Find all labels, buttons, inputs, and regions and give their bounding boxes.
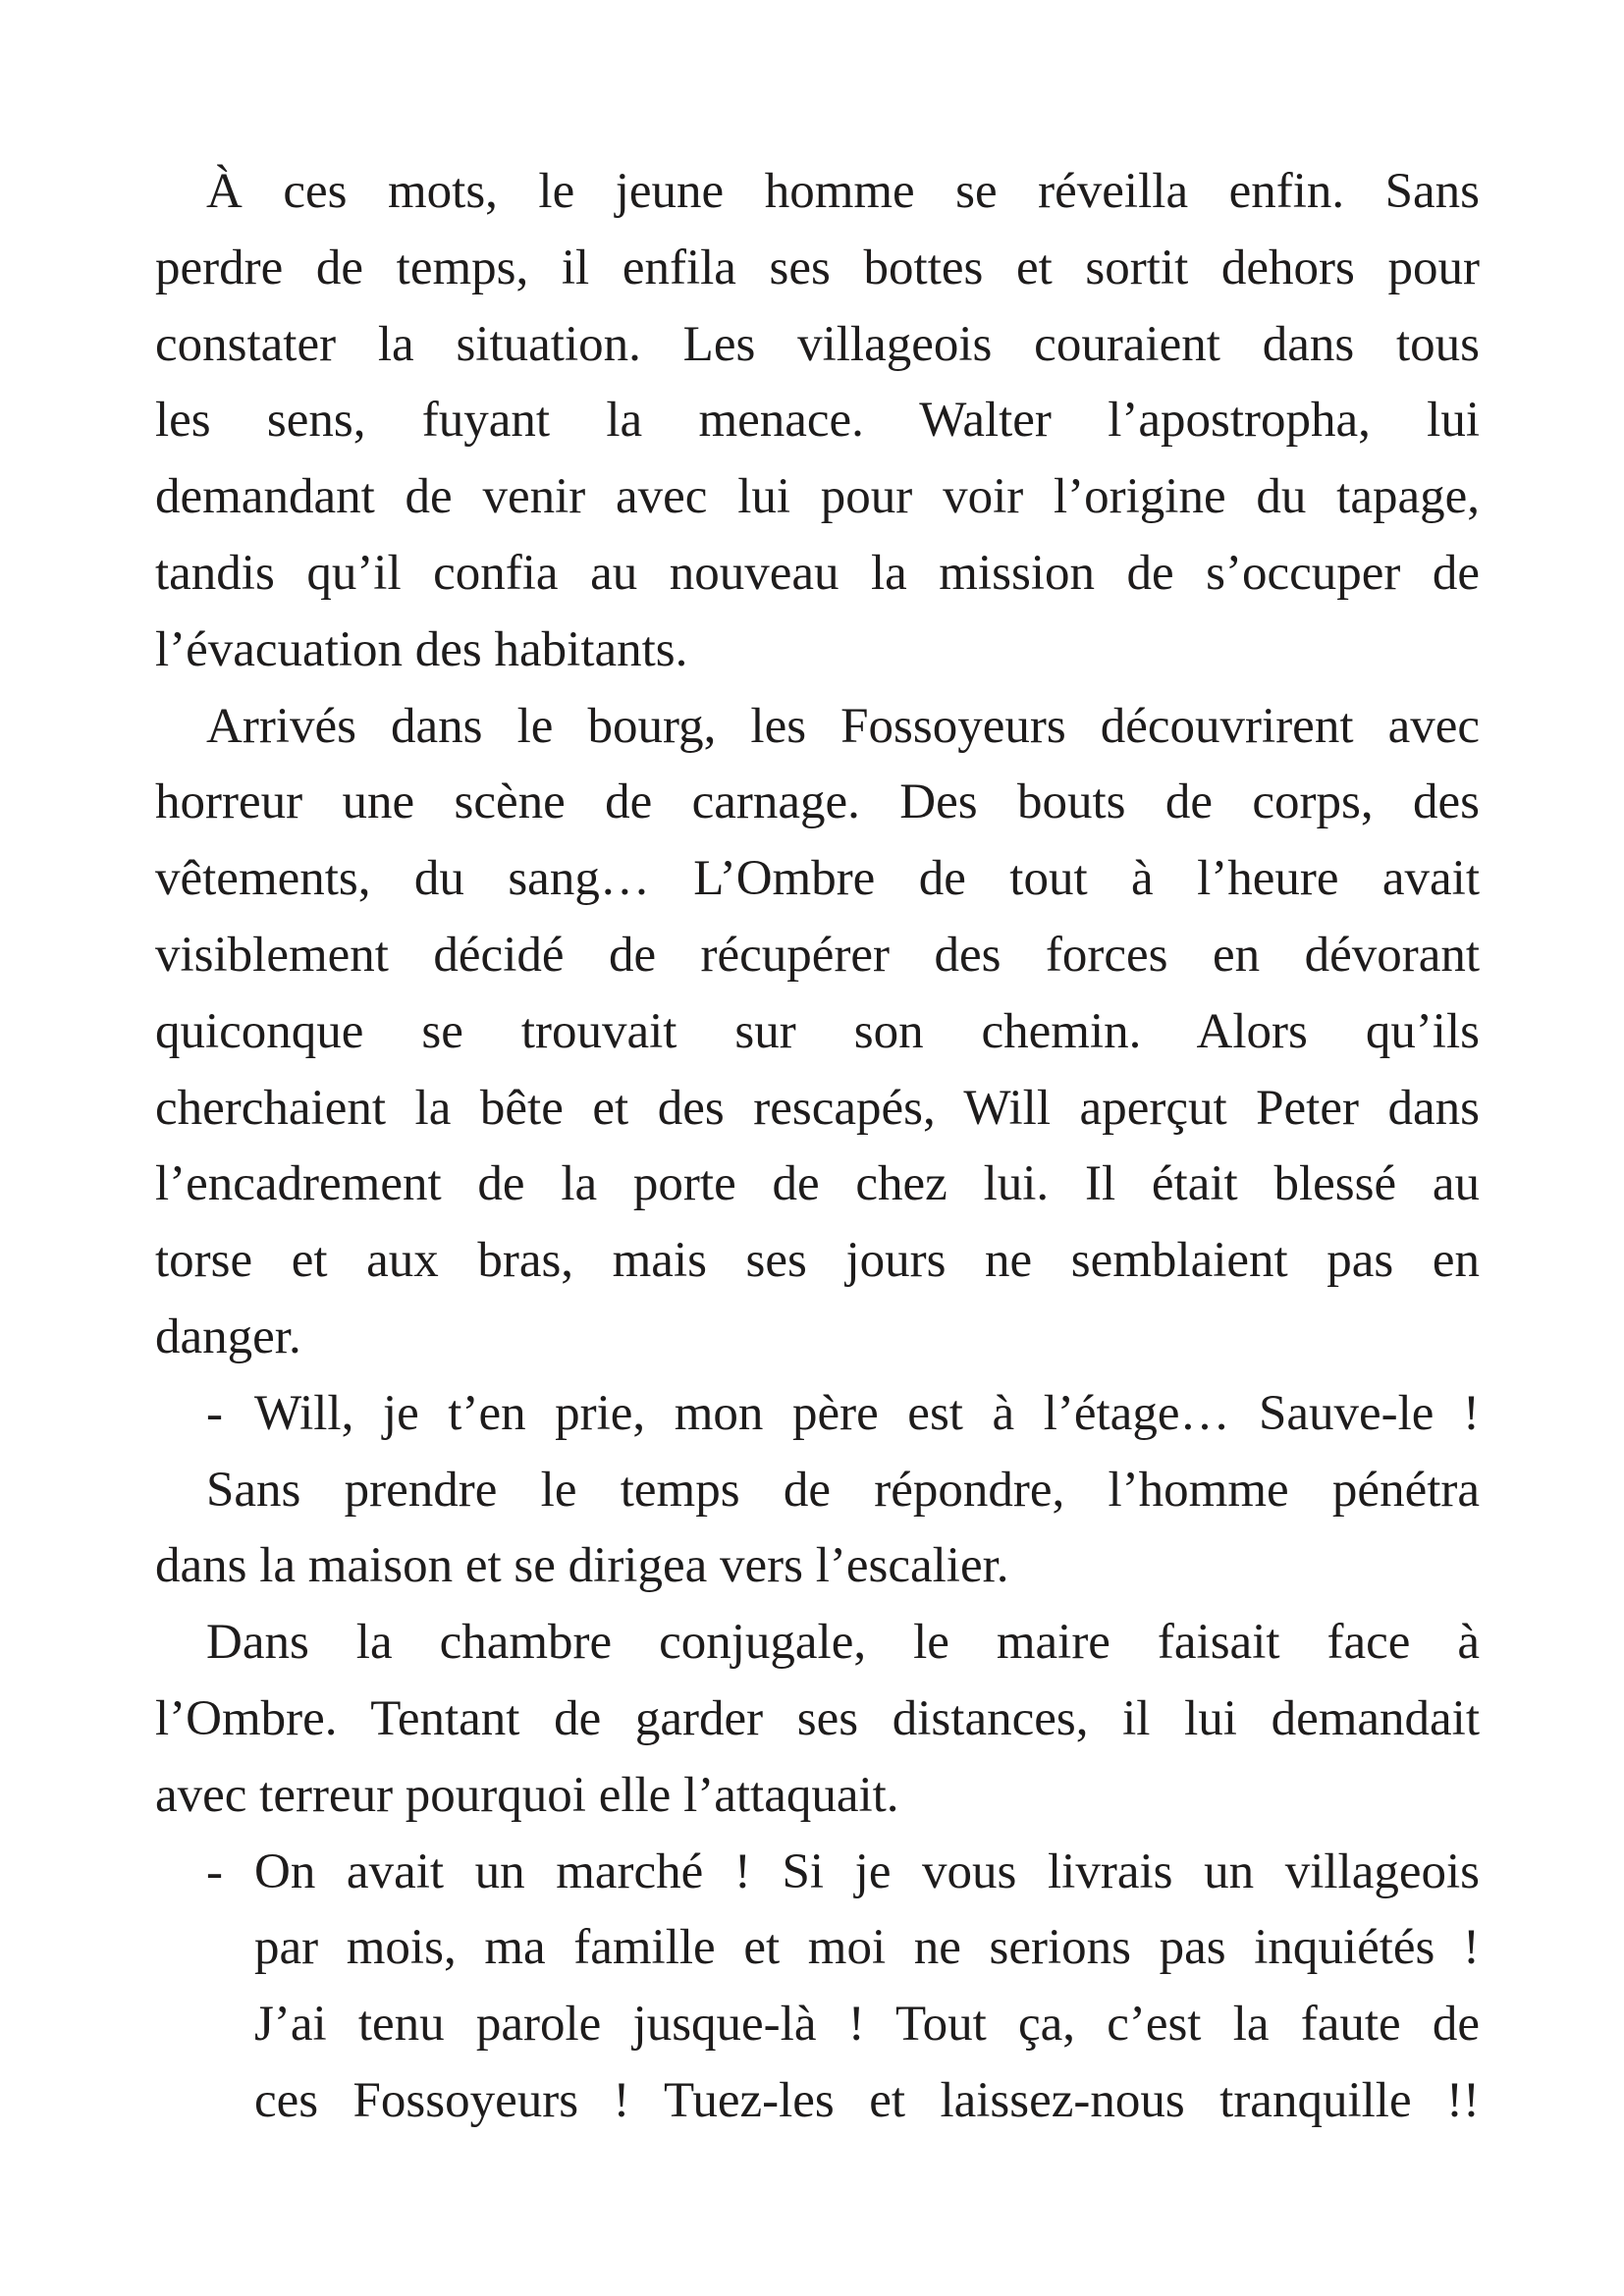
text-line: Arrivés dans le bourg, les Fossoyeurs découvrirent avec — [206, 698, 1480, 754]
paragraph — [155, 154, 1480, 689]
text-line: l’encadrement de la porte de chez lui. Il était blessé au — [155, 1156, 1480, 1212]
dialogue-dash: - — [206, 1843, 223, 1899]
line — [155, 1835, 1480, 1911]
text-line: vêtements, du sang… L’Ombre de tout à l’heure avait — [155, 851, 1480, 907]
text-line: l’évacuation des habitants. — [155, 621, 688, 677]
dialogue-dash: - — [206, 1385, 223, 1441]
text-line: horreur une scène de carnage. Des bouts de corps, des — [155, 774, 1480, 830]
paragraph — [155, 1605, 1480, 1834]
line — [155, 2063, 1480, 2140]
text-line: J’ai tenu parole jusque-là ! Tout ça, c’est la faute de — [254, 1997, 1480, 2053]
text-line: les sens, fuyant la menace. Walter l’apostropha, lui — [155, 393, 1480, 449]
text-line: Dans la chambre conjugale, le maire faisait face à — [206, 1615, 1480, 1671]
text-line: On avait un marché ! Si je vous livrais un villageois — [254, 1843, 1480, 1899]
text-line: danger. — [155, 1308, 301, 1364]
paragraph — [155, 689, 1480, 1376]
text-line: avec terreur pourquoi elle l’attaquait. — [155, 1767, 899, 1823]
text-line: visiblement décidé de récupérer des forces en dévorant — [155, 927, 1480, 983]
paragraph — [155, 1453, 1480, 1606]
text-line: À ces mots, le jeune homme se réveilla enfin. Sans — [206, 164, 1480, 219]
text-line: dans la maison et se dirigea vers l’escalier. — [155, 1538, 1009, 1594]
text-line: par mois, ma famille et moi ne serions pas inquiétés ! — [254, 1920, 1480, 1976]
text-line: torse et aux bras, mais ses jours ne semblaient pas en — [155, 1233, 1480, 1289]
text-line: perdre de temps, il enfila ses bottes et sortit dehors pour — [155, 240, 1480, 295]
text-line: cherchaient la bête et des rescapés, Will aperçut Peter dans — [155, 1080, 1480, 1136]
line — [155, 1910, 1480, 1987]
text-line: ces Fossoyeurs ! Tuez-les et laissez-nous tranquille !! — [254, 2072, 1480, 2128]
line — [155, 1376, 1480, 1453]
dialogue-paragraph — [155, 1376, 1480, 1453]
text-line: constater la situation. Les villageois couraient dans tous — [155, 316, 1480, 372]
text-line: Will, je t’en prie, mon père est à l’étage… Sauve-le ! — [254, 1385, 1480, 1441]
line — [155, 1987, 1480, 2063]
text-line: tandis qu’il confia au nouveau la mission de s’occuper de — [155, 545, 1480, 601]
text-line: demandant de venir avec lui pour voir l’origine du tapage, — [155, 469, 1480, 525]
text-line: quiconque se trouvait sur son chemin. Alors qu’ils — [155, 1003, 1480, 1059]
dialogue-paragraph — [155, 1835, 1480, 2140]
text-line: Sans prendre le temps de répondre, l’homme pénétra — [206, 1462, 1480, 1518]
book-page — [155, 154, 1480, 2140]
text-line: l’Ombre. Tentant de garder ses distances, il lui demandait — [155, 1690, 1480, 1746]
